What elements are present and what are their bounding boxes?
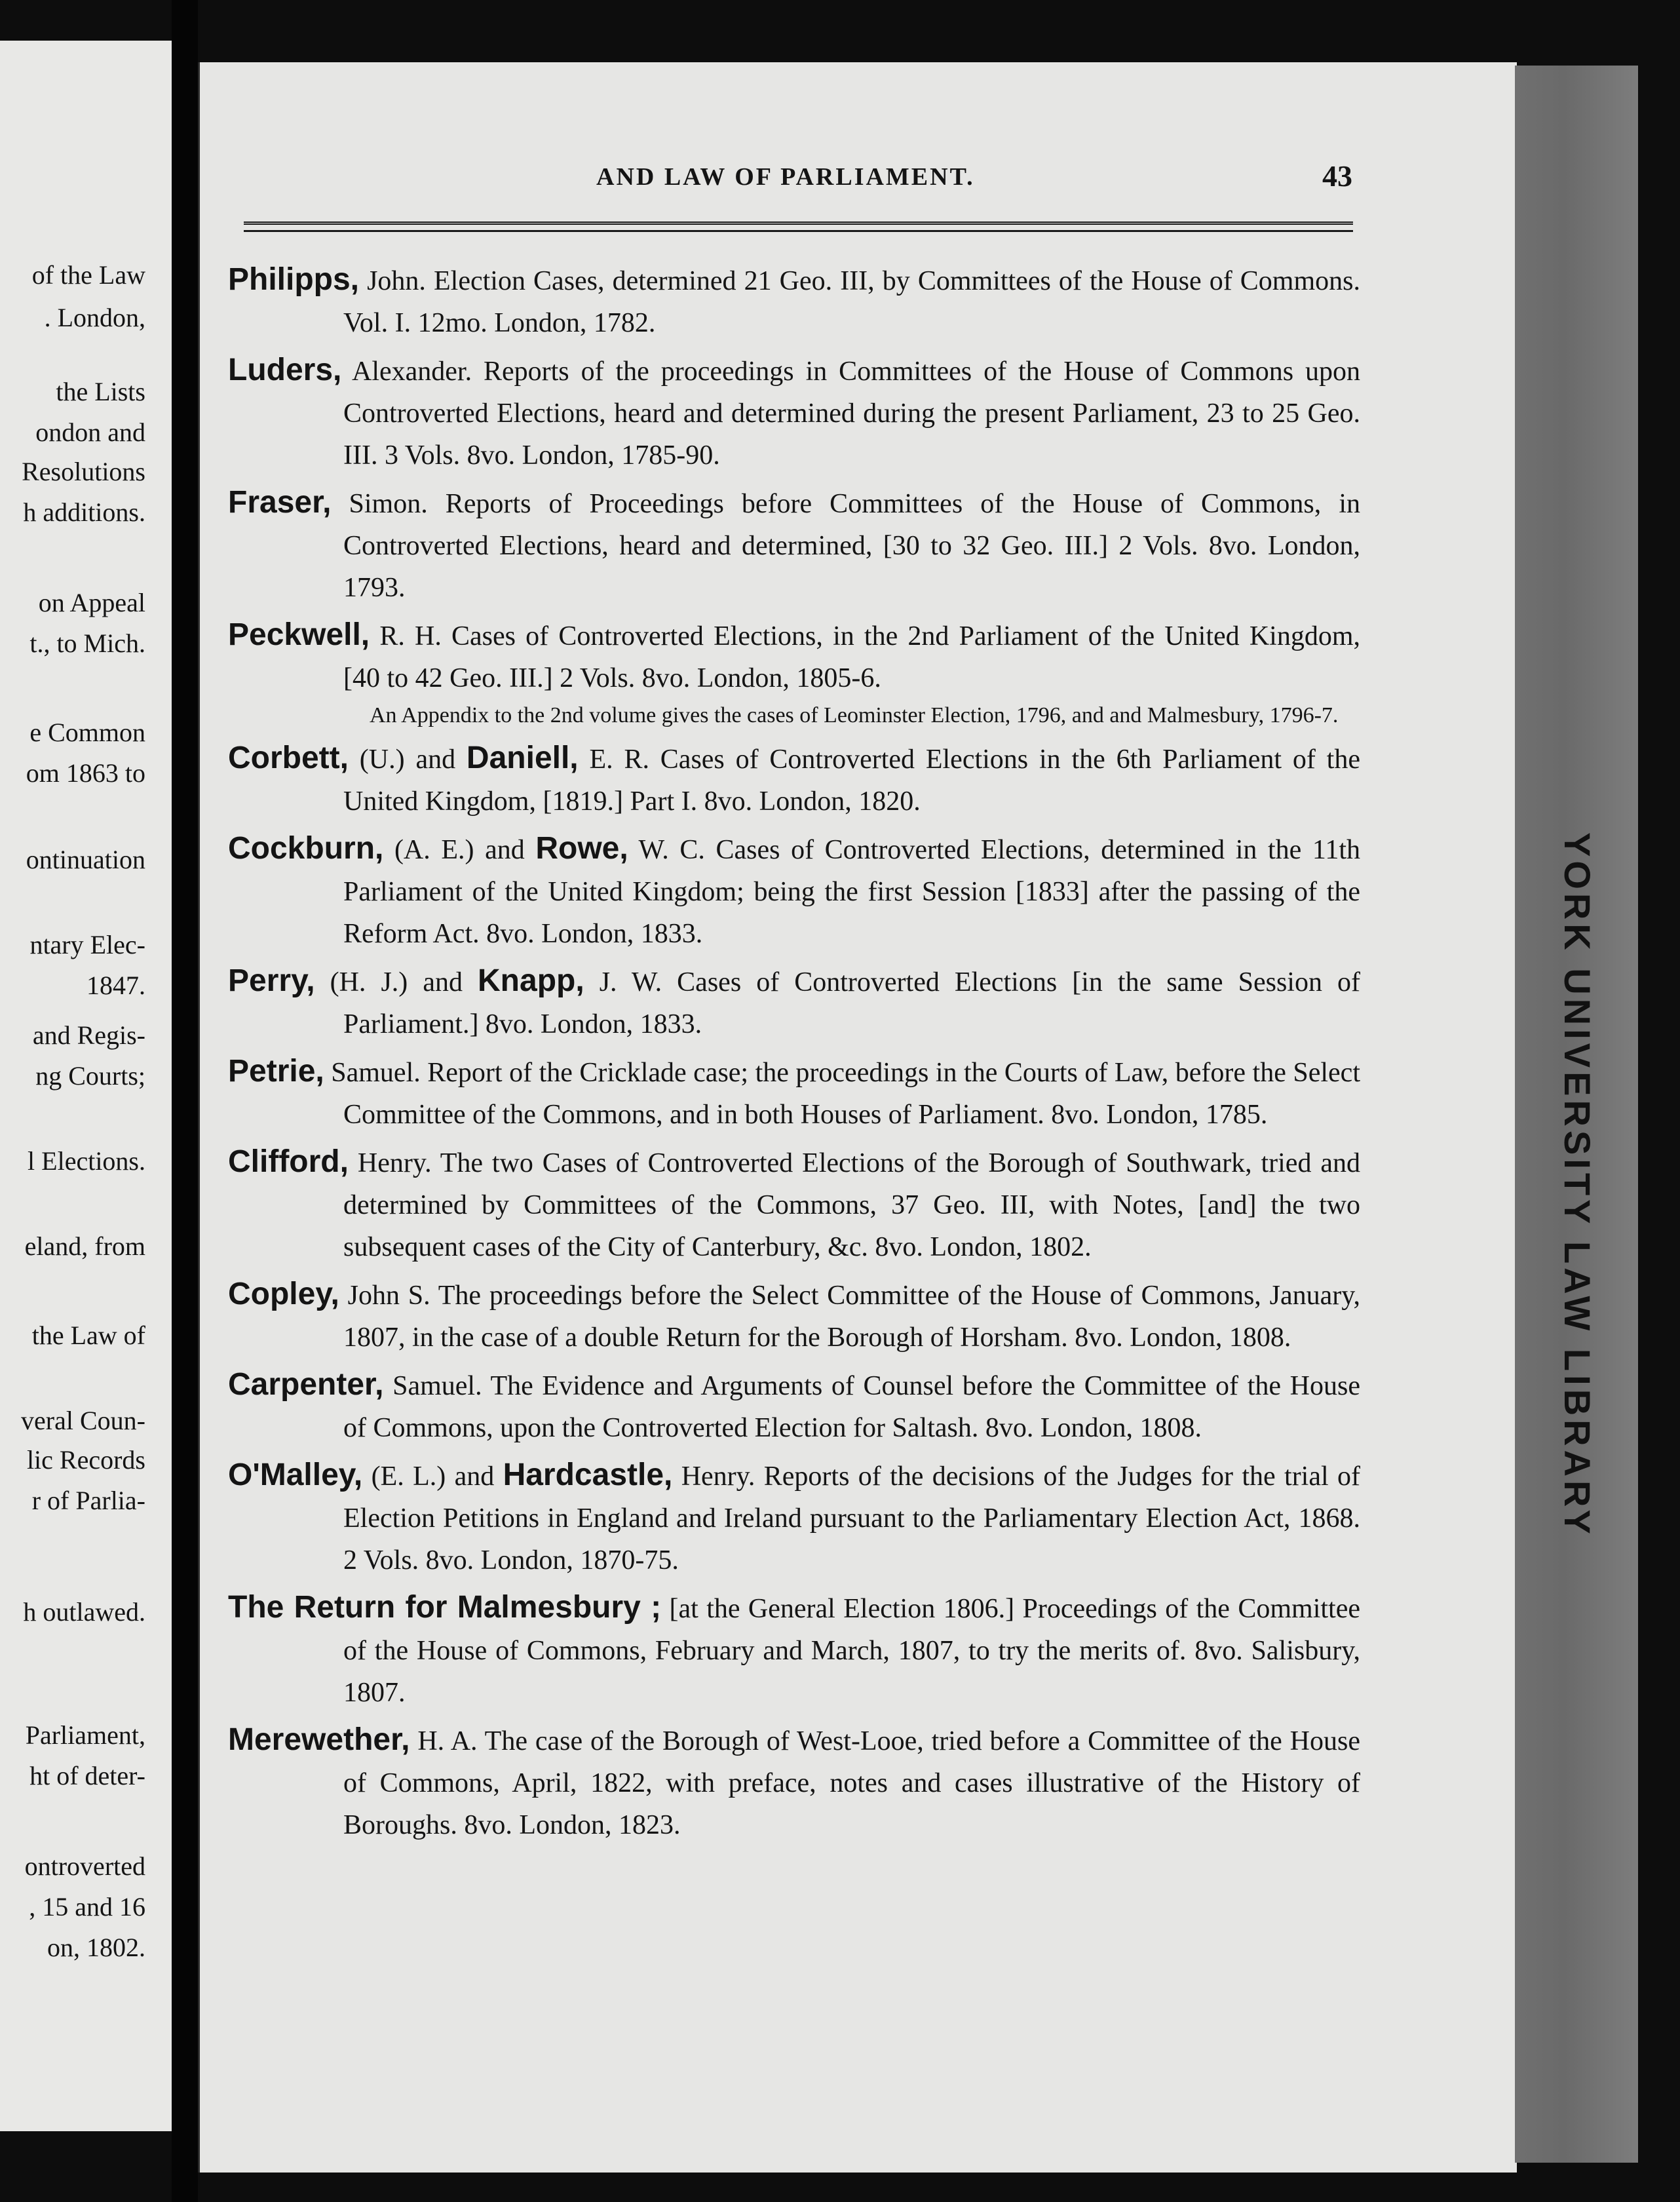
author-name: Perry, [228,963,315,998]
bibliography-entry [228,1364,1360,1449]
facing-page-text: of the Law [31,260,145,290]
entry-text: John S. The proceedings before the Select Committee of the House of Commons, January, 1807, in the case of a double Return for the Borough of Horsham. 8vo. London, 1808. [339,1281,1360,1353]
facing-page-text: h outlawed. [23,1597,145,1627]
author-name: Philipps, [228,262,360,297]
author-name: Petrie, [228,1054,324,1089]
facing-page-text: om 1863 to [26,758,145,788]
entry-text: [at the General Election 1806.] Proceedings of the Committee of the House of Commons, February and March, 1807, to try the merits of. 8vo. Salisbury, 1807. [343,1594,1360,1708]
bibliography-entry [228,1719,1360,1846]
facing-page-text: on Appeal [38,588,145,617]
header-rule [244,222,1353,232]
facing-page-text: r of Parlia- [31,1486,145,1515]
book-gutter [172,0,198,2202]
bibliography-entry [228,1273,1360,1359]
facing-page-text: eland, from [24,1231,145,1261]
entry-text: (A. E.) and [383,835,536,865]
bibliography-entry [228,828,1360,955]
bibliography-entry [228,737,1360,822]
facing-page-text: Parliament, [25,1720,145,1750]
entry-text: R. H. Cases of Controverted Elections, in the 2nd Parliament of the United Kingdom, [40 to 42 Geo. III.] 2 Vols. 8vo. London, 1805-6. [343,621,1360,693]
author-name: The Return for Malmesbury ; [228,1590,662,1625]
entry-text: (H. J.) and [315,967,478,997]
facing-page-text: e Common [29,718,145,747]
facing-page-text: h additions. [23,497,145,527]
entry-text: Alexander. Reports of the proceedings in Committees of the House of Commons upon Controverted Elections, heard and determined during the present Parliament, 23 to 25 Geo. III. 3 Vols. 8vo. London, 1785-90. [341,357,1360,471]
facing-page-text: ht of deter- [29,1761,145,1790]
facing-page-text: . London, [44,303,145,332]
entry-text: H. A. The case of the Borough of West-Looe, tried before a Committee of the House of Commons, April, 1822, with preface, notes and cases illustrative of the History of Boroughs. 8vo. London, 1823. [343,1726,1360,1840]
facing-page-text: lic Records [26,1445,145,1475]
facing-page-text: ntary Elec- [29,930,145,959]
facing-page-text: the Lists [56,377,145,406]
author-name: O'Malley, [228,1458,363,1492]
facing-page-text: t., to Mich. [29,628,145,658]
entry-text: E. R. Cases of Controverted Elections in the 6th Parliament of the United Kingdom, [1819.] Part I. 8vo. London, 1820. [343,744,1360,817]
facing-page-text: on, 1802. [47,1933,145,1962]
facing-page-text: ontroverted [24,1851,145,1881]
entry-text: Henry. Reports of the decisions of the Judges for the trial of Election Petitions in England and Ireland pursuant to the Parliamentary Election Act, 1868. 2 Vols. 8vo. London, 1870-75. [343,1461,1360,1575]
entry-text: Simon. Reports of Proceedings before Committees of the House of Commons, in Controverted Elections, heard and determined, [30 to 32 Geo. III.] 2 Vols. 8vo. London, 1793. [331,489,1360,603]
facing-page-text: , 15 and 16 [29,1892,145,1922]
bibliography-entry [228,1454,1360,1581]
library-stamp-text: YORK UNIVERSITY LAW LIBRARY [1557,832,1598,1538]
author-name: Carpenter, [228,1367,384,1402]
bibliography-entry [228,1587,1360,1714]
author-name: Cockburn, [228,831,384,866]
facing-page-text: Resolutions [22,457,145,486]
running-head: AND LAW OF PARLIAMENT. [596,163,975,191]
entry-text: J. W. Cases of Controverted Elections [in the same Session of Parliament.] 8vo. London, 1833. [343,967,1360,1039]
entry-text: Samuel. The Evidence and Arguments of Counsel before the Committee of the House of Commons, upon the Controverted Election for Saltash. 8vo. London, 1808. [343,1371,1360,1443]
facing-page-text: and Regis- [32,1020,145,1050]
author-name: Fraser, [228,485,332,520]
author-name: Daniell, [466,741,579,775]
author-name: Rowe, [535,831,628,866]
entry-text: Samuel. Report of the Cricklade case; the proceedings in the Courts of Law, before the Select Committee of the Commons, and in both Houses of Parliament. 8vo. London, 1785. [324,1058,1360,1130]
author-name: Peckwell, [228,617,370,652]
bibliography-entries [228,259,1360,1851]
author-name: Knapp, [478,963,584,998]
author-name: Clifford, [228,1144,349,1179]
bibliography-entry [228,960,1360,1045]
bibliography-entry [228,614,1360,732]
facing-page-text: ondon and [35,417,145,447]
bibliography-entry [228,1141,1360,1268]
bibliography-entry [228,349,1360,476]
facing-page-text: ng Courts; [35,1061,145,1091]
facing-page-text: the Law of [31,1321,145,1350]
entry-text: (E. L.) and [362,1461,503,1492]
page-number: 43 [1322,159,1352,193]
author-name: Merewether, [228,1722,410,1757]
entry-text: W. C. Cases of Controverted Elections, determined in the 11th Parliament of the United Kingdom; being the first Session [1833] after the passing of the Reform Act. 8vo. London, 1833. [343,835,1360,949]
author-name: Luders, [228,353,342,387]
author-name: Corbett, [228,741,349,775]
facing-page-text: 1847. [86,971,145,1000]
author-name: Copley, [228,1277,339,1311]
facing-page-text: veral Coun- [21,1406,145,1435]
facing-page-fragment [0,41,172,2131]
facing-page-text: ontinuation [26,845,145,874]
author-name: Hardcastle, [503,1458,673,1492]
bibliography-entry [228,482,1360,609]
entry-text: (U.) and [348,744,467,775]
facing-page-text: l Elections. [28,1146,145,1176]
entry-text: John. Election Cases, determined 21 Geo. III, by Committees of the House of Commons. Vol. I. 12mo. London, 1782. [343,266,1360,338]
entry-note: An Appendix to the 2nd volume gives the cases of Leominster Election, 1796, and and Malmesbury, 1796-7. [370,703,1339,727]
bibliography-entry [228,1051,1360,1136]
bibliography-entry [228,259,1360,344]
library-stamp [1546,832,1605,1538]
entry-text: Henry. The two Cases of Controverted Elections of the Borough of Southwark, tried and determined by Committees of the Commons, 37 Geo. III, with Notes, [and] the two subsequent cases of the City of Canterbury, &c. 8vo. London, 1802. [343,1148,1360,1262]
